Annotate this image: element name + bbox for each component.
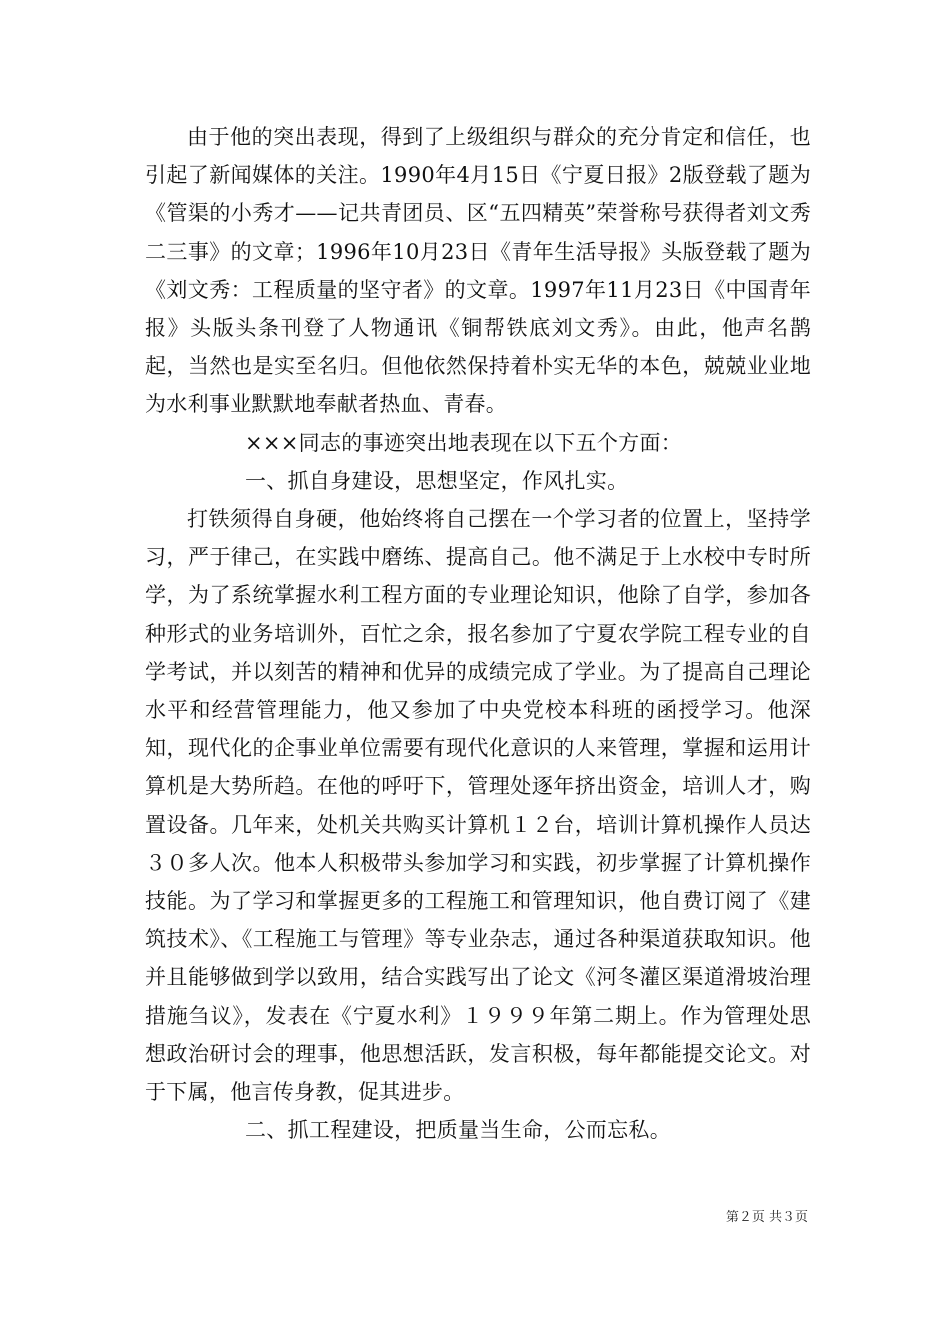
paragraph-self-study: 打铁须得自身硬，他始终将自己摆在一个学习者的位置上，坚持学习，严于律己，在实践中磨练、提高自己。他不满足于上水校中专时所学，为了系统掌握水利工程方面的专业理论知识，他除了自学，参加各种形式的业务培训外，百忙之余，报名参加了宁夏农学院工程专业的自学考试，并以刻苦的精神和优异的成绩完成了学业。为了提高自己理论水平和经营管理能力，他又参加了中央党校本科班的函授学习。他深知，现代化的企事业单位需要有现代化意识的人来管理，掌握和运用计算机是大势所趋。在他的呼吁下，管理处逐年挤出资金，培训人才，购置设备。几年来，处机关共购买计算机１２台，培训计算机操作人员达３０多人次。他本人积极带头参加学习和实践，初步掌握了计算机操作技能。为了学习和掌握更多的工程施工和管理知识，他自费订阅了《建筑技术》、《工程施工与管理》等专业杂志，通过各种渠道获取知识。他并且能够做到学以致用，结合实践写出了论文《河冬灌区渠道滑坡治理措施刍议》，发表在《宁夏水利》１９９９年第二期上。作为管理处思想政治研讨会的理事，他思想活跃，发言积极，每年都能提交论文。对于下属，他言传身教，促其进步。 <box>145 507 811 1105</box>
paragraph-five-aspects-intro: ×××同志的事迹突出地表现在以下五个方面： <box>245 430 683 455</box>
paragraph-media-attention: 由于他的突出表现，得到了上级组织与群众的充分肯定和信任，也引起了新闻媒体的关注。1990年4月15日《宁夏日报》2版登载了题为《管渠的小秀才——记共青团员、区“五四精英”荣誉称号获得者刘文秀二三事》的文章；1996年10月23日《青年生活导报》头版登载了题为《刘文秀：工程质量的坚守者》的文章。1997年11月23日《中国青年报》头版头条刊登了人物通讯《铜帮铁底刘文秀》。由此，他声名鹊起，当然也是实至名归。但他依然保持着朴实无华的本色，兢兢业业地为水利事业默默地奉献者热血、青春。 <box>145 125 811 417</box>
page-number-footer: 第２页 共３页 <box>725 1210 808 1225</box>
section-heading-one: 一、抓自身建设，思想坚定，作风扎实。 <box>245 468 629 493</box>
document-body <box>145 118 811 1149</box>
section-heading-two: 二、抓工程建设，把质量当生命，公而忘私。 <box>245 1118 671 1143</box>
